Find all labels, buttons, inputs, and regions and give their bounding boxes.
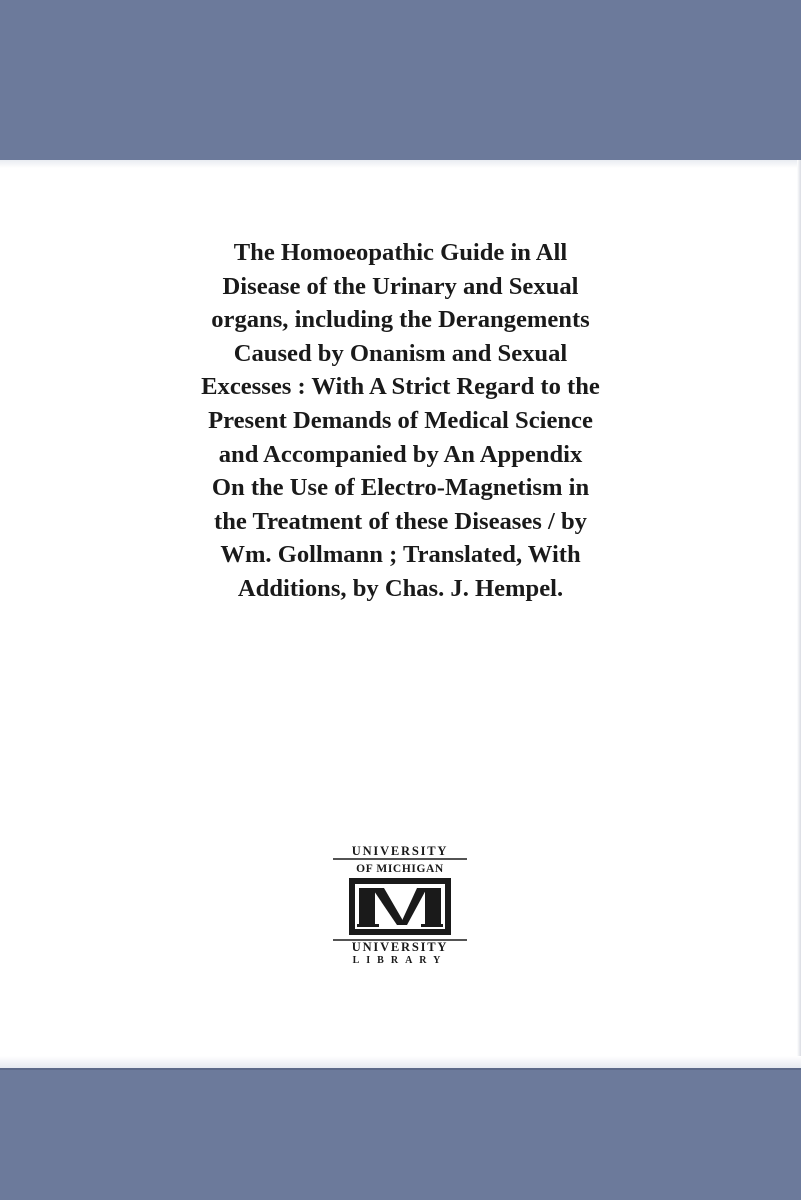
title-line: The Homoeopathic Guide in All xyxy=(233,239,568,266)
title-line: organs, including the Derangements xyxy=(211,306,590,334)
logo-text-of-michigan: OF MICHIGAN xyxy=(356,863,444,875)
logo-text-university-bottom: UNIVERSITY xyxy=(351,940,449,954)
title-line: the Treatment of these Diseases / by xyxy=(214,507,587,535)
bottom-color-band xyxy=(0,1068,801,1200)
top-band-shadow xyxy=(0,160,801,168)
block-m-icon xyxy=(349,878,451,935)
title-line: and Accompanied by An Appendix xyxy=(218,440,583,468)
title-line: Additions, by Chas. J. Hempel. xyxy=(237,574,564,602)
bottom-band-shadow xyxy=(0,1056,801,1068)
page-edge-shadow xyxy=(797,160,801,1068)
title-line: Caused by Onanism and Sexual xyxy=(233,339,568,367)
book-title xyxy=(150,236,651,606)
top-color-band xyxy=(0,0,801,162)
logo-text-university-top: UNIVERSITY xyxy=(351,844,449,858)
title-line: Wm. Gollmann ; Translated, With xyxy=(220,541,581,569)
title-line: Disease of the Urinary and Sexual xyxy=(222,272,579,300)
title-line: Excesses : With A Strict Regard to the xyxy=(201,373,600,401)
logo-text-library: LIBRARY xyxy=(352,955,448,965)
title-line: On the Use of Electro-Magnetism in xyxy=(211,474,590,502)
university-of-michigan-library-logo xyxy=(331,841,469,965)
title-line: Present Demands of Medical Science xyxy=(208,406,593,434)
